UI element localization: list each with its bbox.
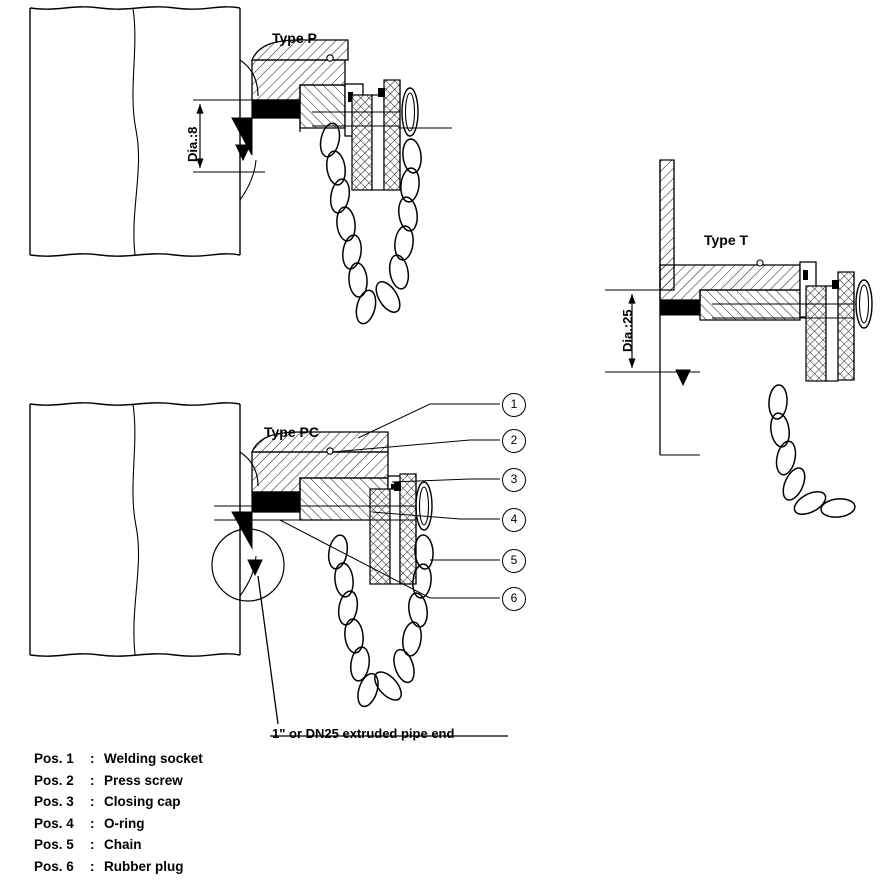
pipe-end-note-label: 1" or DN25 extruded pipe end — [272, 726, 455, 741]
legend-pos: Pos. 5 — [34, 837, 74, 852]
legend-list — [34, 748, 364, 877]
legend-item — [34, 770, 364, 792]
dia-25-dimension-label: Dia.:25 — [620, 309, 635, 352]
legend-colon: : — [90, 837, 95, 852]
legend-pos: Pos. 3 — [34, 794, 74, 809]
legend-text: O-ring — [104, 815, 145, 831]
type-t-welding-socket — [660, 260, 800, 385]
type-pc-welding-socket — [212, 432, 388, 601]
legend-pos: Pos. 6 — [34, 858, 74, 874]
legend-text: Rubber plug — [104, 858, 184, 874]
legend-pos: Pos. 2 — [34, 772, 74, 788]
legend-colon: : — [90, 751, 95, 766]
legend-text: Chain — [104, 837, 142, 852]
type-p-pipe — [30, 7, 258, 256]
legend-pos: Pos. 1 — [34, 751, 74, 766]
callout-6: 6 — [502, 587, 526, 611]
type-pc-label: Type PC — [264, 424, 319, 440]
legend-pos: Pos. 4 — [34, 815, 74, 831]
callout-5: 5 — [502, 549, 526, 573]
legend-item — [34, 813, 364, 835]
legend-text: Welding socket — [104, 751, 203, 766]
type-t-assembly — [605, 160, 872, 519]
legend-colon: : — [90, 772, 95, 788]
callout-4: 4 — [502, 508, 526, 532]
type-pc-pipe — [30, 403, 258, 656]
legend-colon: : — [90, 858, 95, 874]
legend-item — [34, 791, 364, 813]
type-p-chain-ring — [400, 88, 452, 136]
type-pc-assembly — [30, 403, 508, 736]
legend-item — [34, 748, 364, 770]
dia-8-dimension-label: Dia.:8 — [185, 126, 200, 162]
type-t-label: Type T — [704, 232, 749, 248]
type-p-label: Type P — [272, 30, 317, 46]
legend-colon: : — [90, 815, 95, 831]
legend-item — [34, 834, 364, 856]
callout-1: 1 — [502, 393, 526, 417]
legend-text: Closing cap — [104, 794, 181, 809]
legend-text: Press screw — [104, 772, 183, 788]
legend-item — [34, 856, 364, 878]
callout-2: 2 — [502, 429, 526, 453]
legend-colon: : — [90, 794, 95, 809]
callout-3: 3 — [502, 468, 526, 492]
type-t-chain — [768, 384, 856, 519]
type-pc-note-leader — [258, 576, 508, 736]
type-p-assembly — [30, 7, 452, 326]
